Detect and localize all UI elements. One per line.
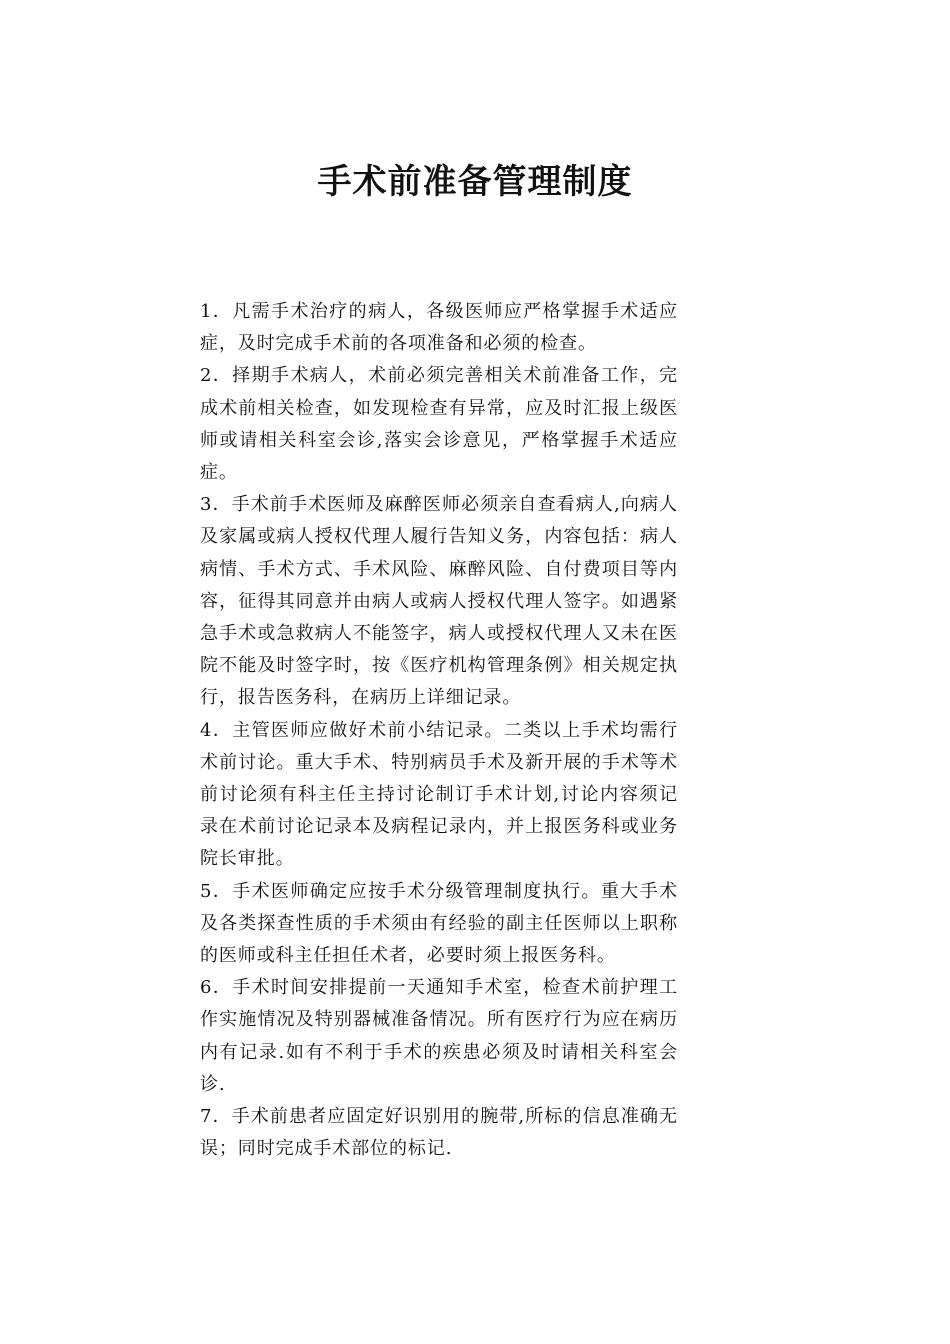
- paragraph-1: 1．凡需手术治疗的病人，各级医师应严格掌握手术适应症，及时完成手术前的各项准备和必须的检查。: [200, 301, 678, 355]
- paragraph-7: 7．手术前患者应固定好识别用的腕带,所标的信息准确无误；同时完成手术部位的标记.: [200, 1106, 678, 1160]
- document-title: 手术前准备管理制度: [317, 162, 633, 202]
- paragraph-6: 6．手术时间安排提前一天通知手术室，检查术前护理工作实施情况及特别器械准备情况。所有医疗行为应在病历内有记录.如有不利于手术的疾患必须及时请相关科室会诊.: [200, 977, 678, 1095]
- paragraph-3: 3．手术前手术医师及麻醉医师必须亲自查看病人,向病人及家属或病人授权代理人履行告知义务，内容包括：病人病情、手术方式、手术风险、麻醉风险、自付费项目等内容，征得其同意并由病人或病人授权代理人签字。如遇紧急手术或急救病人不能签字，病人或授权代理人又未在医院不能及时签字时，按《医疗机构管理条例》相关规定执行，报告医务科，在病历上详细记录。: [200, 494, 678, 709]
- paragraph-5: 5．手术医师确定应按手术分级管理制度执行。重大手术及各类探查性质的手术须由有经验的副主任医师以上职称的医师或科主任担任术者，必要时须上报医务科。: [200, 880, 678, 967]
- paragraph-2: 2．择期手术病人，术前必须完善相关术前准备工作，完成术前相关检查，如发现检查有异常，应及时汇报上级医师或请相关科室会诊,落实会诊意见，严格掌握手术适应症。: [200, 365, 678, 484]
- document-body: [200, 296, 678, 1165]
- paragraph-4: 4．主管医师应做好术前小结记录。二类以上手术均需行术前讨论。重大手术、特别病员手术及新开展的手术等术前讨论须有科主任主持讨论制订手术计划,讨论内容须记录在术前讨论记录本及病程记录内，并上报医务科或业务院长审批。: [200, 719, 678, 870]
